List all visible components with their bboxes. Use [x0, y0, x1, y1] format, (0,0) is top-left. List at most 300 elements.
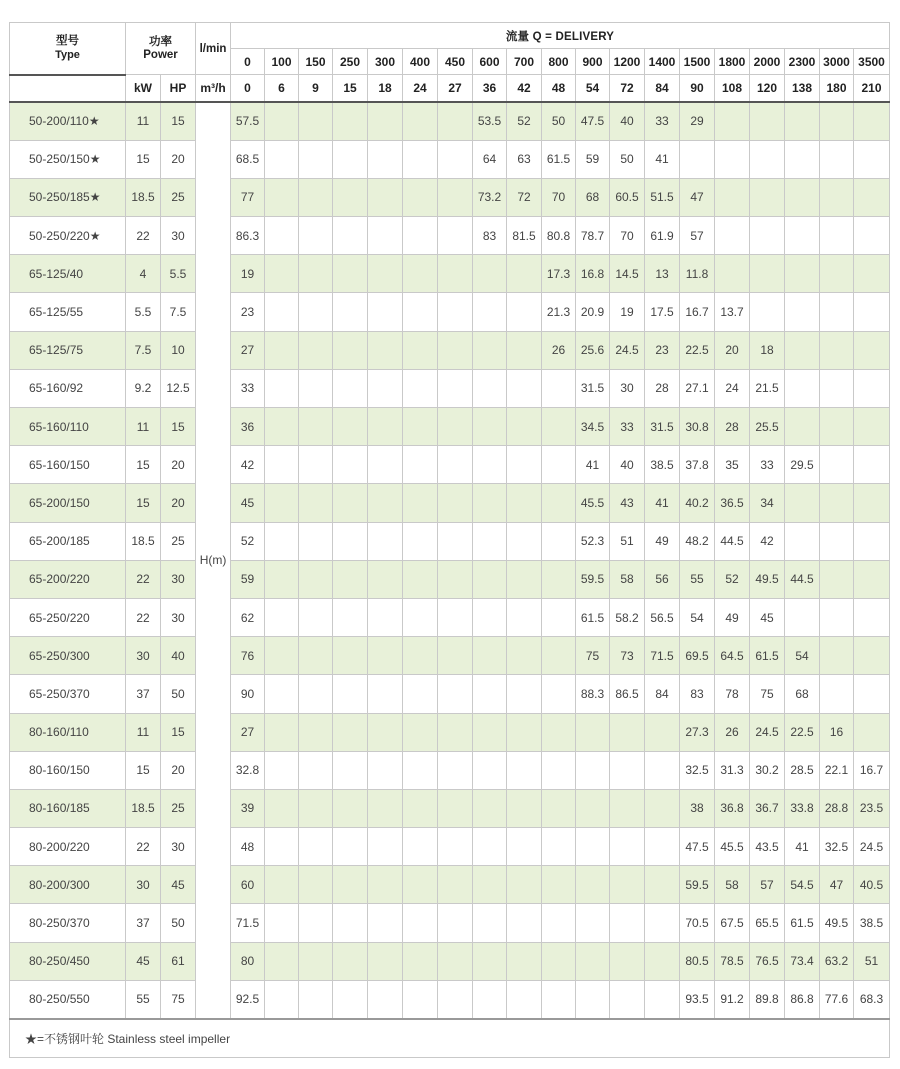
head-value: 17.3 — [542, 255, 576, 293]
head-value — [854, 331, 890, 369]
head-value: 77 — [231, 178, 265, 216]
head-value — [368, 217, 403, 255]
head-value — [368, 446, 403, 484]
head-value: 50 — [610, 140, 645, 178]
head-value — [368, 140, 403, 178]
head-value — [333, 866, 368, 904]
head-value — [403, 866, 438, 904]
head-value: 93.5 — [680, 980, 715, 1019]
head-value — [403, 102, 438, 141]
power-kw: 18.5 — [126, 522, 161, 560]
head-value — [542, 789, 576, 827]
head-value — [473, 369, 507, 407]
head-value — [368, 942, 403, 980]
head-value — [542, 866, 576, 904]
head-value — [265, 980, 299, 1019]
head-value: 29.5 — [785, 446, 820, 484]
power-hp: 40 — [161, 637, 196, 675]
head-value — [610, 980, 645, 1019]
table-row — [10, 560, 890, 598]
head-value — [333, 980, 368, 1019]
head-value — [368, 484, 403, 522]
m3h-value: 6 — [265, 75, 299, 102]
head-value — [645, 789, 680, 827]
head-value: 23 — [645, 331, 680, 369]
head-value — [645, 942, 680, 980]
head-value — [368, 980, 403, 1019]
power-hp: 50 — [161, 904, 196, 942]
head-value: 31.5 — [576, 369, 610, 407]
head-value — [333, 408, 368, 446]
head-value — [507, 598, 542, 636]
head-value: 49.5 — [820, 904, 854, 942]
power-kw: 15 — [126, 751, 161, 789]
head-value: 51 — [610, 522, 645, 560]
head-value: 40.2 — [680, 484, 715, 522]
head-value — [265, 866, 299, 904]
head-value: 27 — [231, 713, 265, 751]
m3h-value: 24 — [403, 75, 438, 102]
m3h-value: 84 — [645, 75, 680, 102]
model-type: 65-160/150 — [10, 446, 126, 484]
head-value — [854, 713, 890, 751]
head-value: 49 — [715, 598, 750, 636]
table-row — [10, 789, 890, 827]
head-value — [265, 789, 299, 827]
head-value — [576, 866, 610, 904]
head-value — [438, 637, 473, 675]
head-value — [299, 713, 333, 751]
table-row — [10, 598, 890, 636]
head-value — [368, 828, 403, 866]
head-value — [438, 942, 473, 980]
head-value — [820, 369, 854, 407]
head-value — [785, 408, 820, 446]
head-value — [299, 942, 333, 980]
head-value — [333, 293, 368, 331]
head-value — [333, 675, 368, 713]
head-value — [854, 369, 890, 407]
head-value: 68 — [785, 675, 820, 713]
head-value — [368, 675, 403, 713]
model-type: 65-250/220 — [10, 598, 126, 636]
head-value — [610, 751, 645, 789]
m3h-value: 27 — [438, 75, 473, 102]
head-value: 83 — [680, 675, 715, 713]
table-row — [10, 255, 890, 293]
head-value: 28 — [645, 369, 680, 407]
head-value: 30.8 — [680, 408, 715, 446]
head-value — [820, 560, 854, 598]
head-value — [403, 408, 438, 446]
head-value: 72 — [507, 178, 542, 216]
head-value — [333, 369, 368, 407]
head-value: 24.5 — [854, 828, 890, 866]
power-kw: 4 — [126, 255, 161, 293]
head-value: 24.5 — [750, 713, 785, 751]
head-value — [265, 904, 299, 942]
power-header-cn: 功率 — [149, 35, 172, 48]
head-value: 16.7 — [680, 293, 715, 331]
power-hp: 15 — [161, 102, 196, 141]
head-value — [473, 446, 507, 484]
head-value — [645, 904, 680, 942]
lmin-value: 150 — [299, 49, 333, 75]
power-header-en: Power — [143, 48, 178, 61]
head-value: 50 — [542, 102, 576, 141]
model-type: 50-250/185★ — [10, 178, 126, 216]
head-value: 33 — [750, 446, 785, 484]
lmin-value: 400 — [403, 49, 438, 75]
head-value: 29 — [680, 102, 715, 141]
head-value: 28 — [715, 408, 750, 446]
power-kw: 22 — [126, 217, 161, 255]
head-value: 34.5 — [576, 408, 610, 446]
head-value: 36.7 — [750, 789, 785, 827]
head-value — [507, 637, 542, 675]
head-value — [473, 293, 507, 331]
head-value: 16.7 — [854, 751, 890, 789]
head-value: 45 — [231, 484, 265, 522]
table-row — [10, 217, 890, 255]
head-value — [265, 331, 299, 369]
head-value — [265, 446, 299, 484]
head-value: 22.5 — [680, 331, 715, 369]
table-row — [10, 828, 890, 866]
head-value: 17.5 — [645, 293, 680, 331]
m3h-value: 90 — [680, 75, 715, 102]
head-value — [333, 446, 368, 484]
head-value — [785, 484, 820, 522]
head-value: 37.8 — [680, 446, 715, 484]
head-value — [854, 178, 890, 216]
delivery-title: 流量 Q = DELIVERY — [231, 23, 890, 49]
head-value — [438, 408, 473, 446]
lmin-value: 3000 — [820, 49, 854, 75]
head-value: 61.5 — [542, 140, 576, 178]
head-value — [438, 751, 473, 789]
head-value — [785, 522, 820, 560]
head-value — [438, 178, 473, 216]
head-value: 45 — [750, 598, 785, 636]
lmin-value: 100 — [265, 49, 299, 75]
type-header — [10, 23, 126, 75]
type-header-blank — [10, 75, 126, 102]
head-value — [438, 369, 473, 407]
head-value: 24 — [715, 369, 750, 407]
model-type: 65-200/220 — [10, 560, 126, 598]
head-value — [438, 255, 473, 293]
head-value: 59.5 — [680, 866, 715, 904]
power-kw: 22 — [126, 828, 161, 866]
head-value — [820, 293, 854, 331]
head-value — [507, 560, 542, 598]
head-value — [265, 140, 299, 178]
model-type: 50-250/150★ — [10, 140, 126, 178]
head-value — [473, 255, 507, 293]
table-row — [10, 446, 890, 484]
lmin-value: 700 — [507, 49, 542, 75]
head-value: 51.5 — [645, 178, 680, 216]
head-value — [299, 408, 333, 446]
head-value — [299, 598, 333, 636]
head-value — [542, 522, 576, 560]
head-value — [265, 522, 299, 560]
head-value — [438, 713, 473, 751]
head-value — [368, 713, 403, 751]
head-value — [265, 255, 299, 293]
head-value: 78.7 — [576, 217, 610, 255]
power-hp: 50 — [161, 675, 196, 713]
head-value: 27 — [231, 331, 265, 369]
head-value: 45.5 — [576, 484, 610, 522]
power-hp: 10 — [161, 331, 196, 369]
head-value: 20 — [715, 331, 750, 369]
model-type: 65-160/92 — [10, 369, 126, 407]
model-type: 80-250/550 — [10, 980, 126, 1019]
head-value — [854, 560, 890, 598]
head-value — [403, 369, 438, 407]
head-value — [299, 217, 333, 255]
power-hp: 30 — [161, 828, 196, 866]
head-value — [403, 331, 438, 369]
head-value — [785, 598, 820, 636]
head-value: 34 — [750, 484, 785, 522]
head-value — [542, 675, 576, 713]
head-value: 47.5 — [576, 102, 610, 141]
head-value — [333, 637, 368, 675]
head-value — [368, 522, 403, 560]
model-type: 65-250/300 — [10, 637, 126, 675]
power-kw: 9.2 — [126, 369, 161, 407]
head-value — [299, 675, 333, 713]
head-value: 71.5 — [645, 637, 680, 675]
head-value — [507, 713, 542, 751]
head-value: 68.3 — [854, 980, 890, 1019]
model-type: 65-200/185 — [10, 522, 126, 560]
head-value — [403, 484, 438, 522]
model-type: 65-125/40 — [10, 255, 126, 293]
head-value — [299, 789, 333, 827]
head-value: 52.3 — [576, 522, 610, 560]
head-value — [438, 904, 473, 942]
head-value — [473, 713, 507, 751]
head-value — [715, 217, 750, 255]
power-kw: 22 — [126, 560, 161, 598]
head-value — [299, 140, 333, 178]
head-value — [820, 446, 854, 484]
power-hp: 25 — [161, 789, 196, 827]
head-value: 41 — [785, 828, 820, 866]
head-value — [854, 484, 890, 522]
lmin-value: 250 — [333, 49, 368, 75]
head-value: 48.2 — [680, 522, 715, 560]
head-value — [542, 904, 576, 942]
head-value — [576, 713, 610, 751]
lmin-value: 0 — [231, 49, 265, 75]
head-value — [403, 598, 438, 636]
head-value — [854, 446, 890, 484]
head-value: 71.5 — [231, 904, 265, 942]
m3h-value: 54 — [576, 75, 610, 102]
head-label: H(m) — [196, 102, 231, 1020]
head-value — [785, 217, 820, 255]
power-kw: 18.5 — [126, 789, 161, 827]
head-value: 92.5 — [231, 980, 265, 1019]
head-value — [820, 408, 854, 446]
head-value — [299, 866, 333, 904]
head-value — [438, 828, 473, 866]
head-value — [438, 980, 473, 1019]
head-value — [265, 942, 299, 980]
power-hp: 25 — [161, 522, 196, 560]
head-value — [299, 178, 333, 216]
head-value — [820, 102, 854, 141]
head-value — [333, 102, 368, 141]
head-value — [473, 637, 507, 675]
head-value — [820, 637, 854, 675]
head-value — [265, 713, 299, 751]
model-type: 65-250/370 — [10, 675, 126, 713]
power-hp: 20 — [161, 446, 196, 484]
head-value: 11.8 — [680, 255, 715, 293]
head-value — [299, 751, 333, 789]
head-value — [785, 293, 820, 331]
head-value — [438, 789, 473, 827]
head-value — [542, 828, 576, 866]
head-value: 42 — [750, 522, 785, 560]
head-value — [473, 980, 507, 1019]
table-body — [10, 102, 890, 1020]
head-value: 58 — [610, 560, 645, 598]
head-value: 14.5 — [610, 255, 645, 293]
head-value — [576, 828, 610, 866]
m3h-value: 0 — [231, 75, 265, 102]
head-value — [368, 560, 403, 598]
table-row — [10, 942, 890, 980]
table-row — [10, 293, 890, 331]
model-type: 65-200/150 — [10, 484, 126, 522]
head-value — [265, 598, 299, 636]
head-value: 57.5 — [231, 102, 265, 141]
head-value — [403, 217, 438, 255]
head-value — [368, 751, 403, 789]
head-value — [333, 789, 368, 827]
head-value — [368, 904, 403, 942]
head-value: 47 — [820, 866, 854, 904]
head-value — [473, 942, 507, 980]
head-value — [473, 675, 507, 713]
power-kw: 18.5 — [126, 178, 161, 216]
footnote: ★=不锈钢叶轮 Stainless steel impeller — [10, 1019, 890, 1058]
power-kw: 37 — [126, 675, 161, 713]
head-value: 61.5 — [785, 904, 820, 942]
head-value: 35 — [715, 446, 750, 484]
table-row — [10, 866, 890, 904]
power-hp: 20 — [161, 140, 196, 178]
head-value: 25.6 — [576, 331, 610, 369]
head-value — [368, 178, 403, 216]
hp-header: HP — [161, 75, 196, 102]
head-value — [299, 102, 333, 141]
model-type: 80-250/370 — [10, 904, 126, 942]
head-value — [265, 293, 299, 331]
head-value — [333, 598, 368, 636]
head-value: 88.3 — [576, 675, 610, 713]
power-hp: 20 — [161, 484, 196, 522]
table-row — [10, 331, 890, 369]
head-value: 56.5 — [645, 598, 680, 636]
head-value: 63.2 — [820, 942, 854, 980]
head-value — [368, 789, 403, 827]
head-value: 52 — [231, 522, 265, 560]
head-value — [610, 866, 645, 904]
head-value: 43 — [610, 484, 645, 522]
head-value — [368, 637, 403, 675]
head-value — [820, 522, 854, 560]
head-value: 41 — [576, 446, 610, 484]
head-value — [368, 293, 403, 331]
head-value: 41 — [645, 484, 680, 522]
head-value: 40 — [610, 446, 645, 484]
m3h-value: 36 — [473, 75, 507, 102]
table-row — [10, 369, 890, 407]
head-value — [507, 828, 542, 866]
power-hp: 20 — [161, 751, 196, 789]
power-hp: 75 — [161, 980, 196, 1019]
head-value: 61.5 — [750, 637, 785, 675]
head-value: 47 — [680, 178, 715, 216]
head-value: 73.2 — [473, 178, 507, 216]
head-value — [680, 140, 715, 178]
head-value — [576, 751, 610, 789]
head-value: 32.5 — [820, 828, 854, 866]
power-hp: 15 — [161, 713, 196, 751]
lmin-value: 2000 — [750, 49, 785, 75]
head-value: 28.8 — [820, 789, 854, 827]
power-hp: 7.5 — [161, 293, 196, 331]
head-value — [403, 942, 438, 980]
head-value: 69.5 — [680, 637, 715, 675]
power-kw: 15 — [126, 484, 161, 522]
head-value: 54 — [680, 598, 715, 636]
head-value: 70 — [610, 217, 645, 255]
model-type: 80-250/450 — [10, 942, 126, 980]
head-value — [750, 102, 785, 141]
head-value — [715, 102, 750, 141]
model-type: 80-200/220 — [10, 828, 126, 866]
power-kw: 11 — [126, 102, 161, 141]
head-value — [507, 331, 542, 369]
head-value: 49 — [645, 522, 680, 560]
head-value — [299, 255, 333, 293]
head-value — [438, 560, 473, 598]
model-type: 65-125/55 — [10, 293, 126, 331]
m3h-value: 210 — [854, 75, 890, 102]
head-value — [507, 446, 542, 484]
head-value: 43.5 — [750, 828, 785, 866]
head-value — [438, 217, 473, 255]
power-kw: 30 — [126, 866, 161, 904]
head-value: 53.5 — [473, 102, 507, 141]
head-value — [820, 140, 854, 178]
head-value: 44.5 — [715, 522, 750, 560]
head-value — [473, 828, 507, 866]
head-value — [299, 331, 333, 369]
head-value: 21.5 — [750, 369, 785, 407]
head-value: 36.5 — [715, 484, 750, 522]
head-value: 65.5 — [750, 904, 785, 942]
